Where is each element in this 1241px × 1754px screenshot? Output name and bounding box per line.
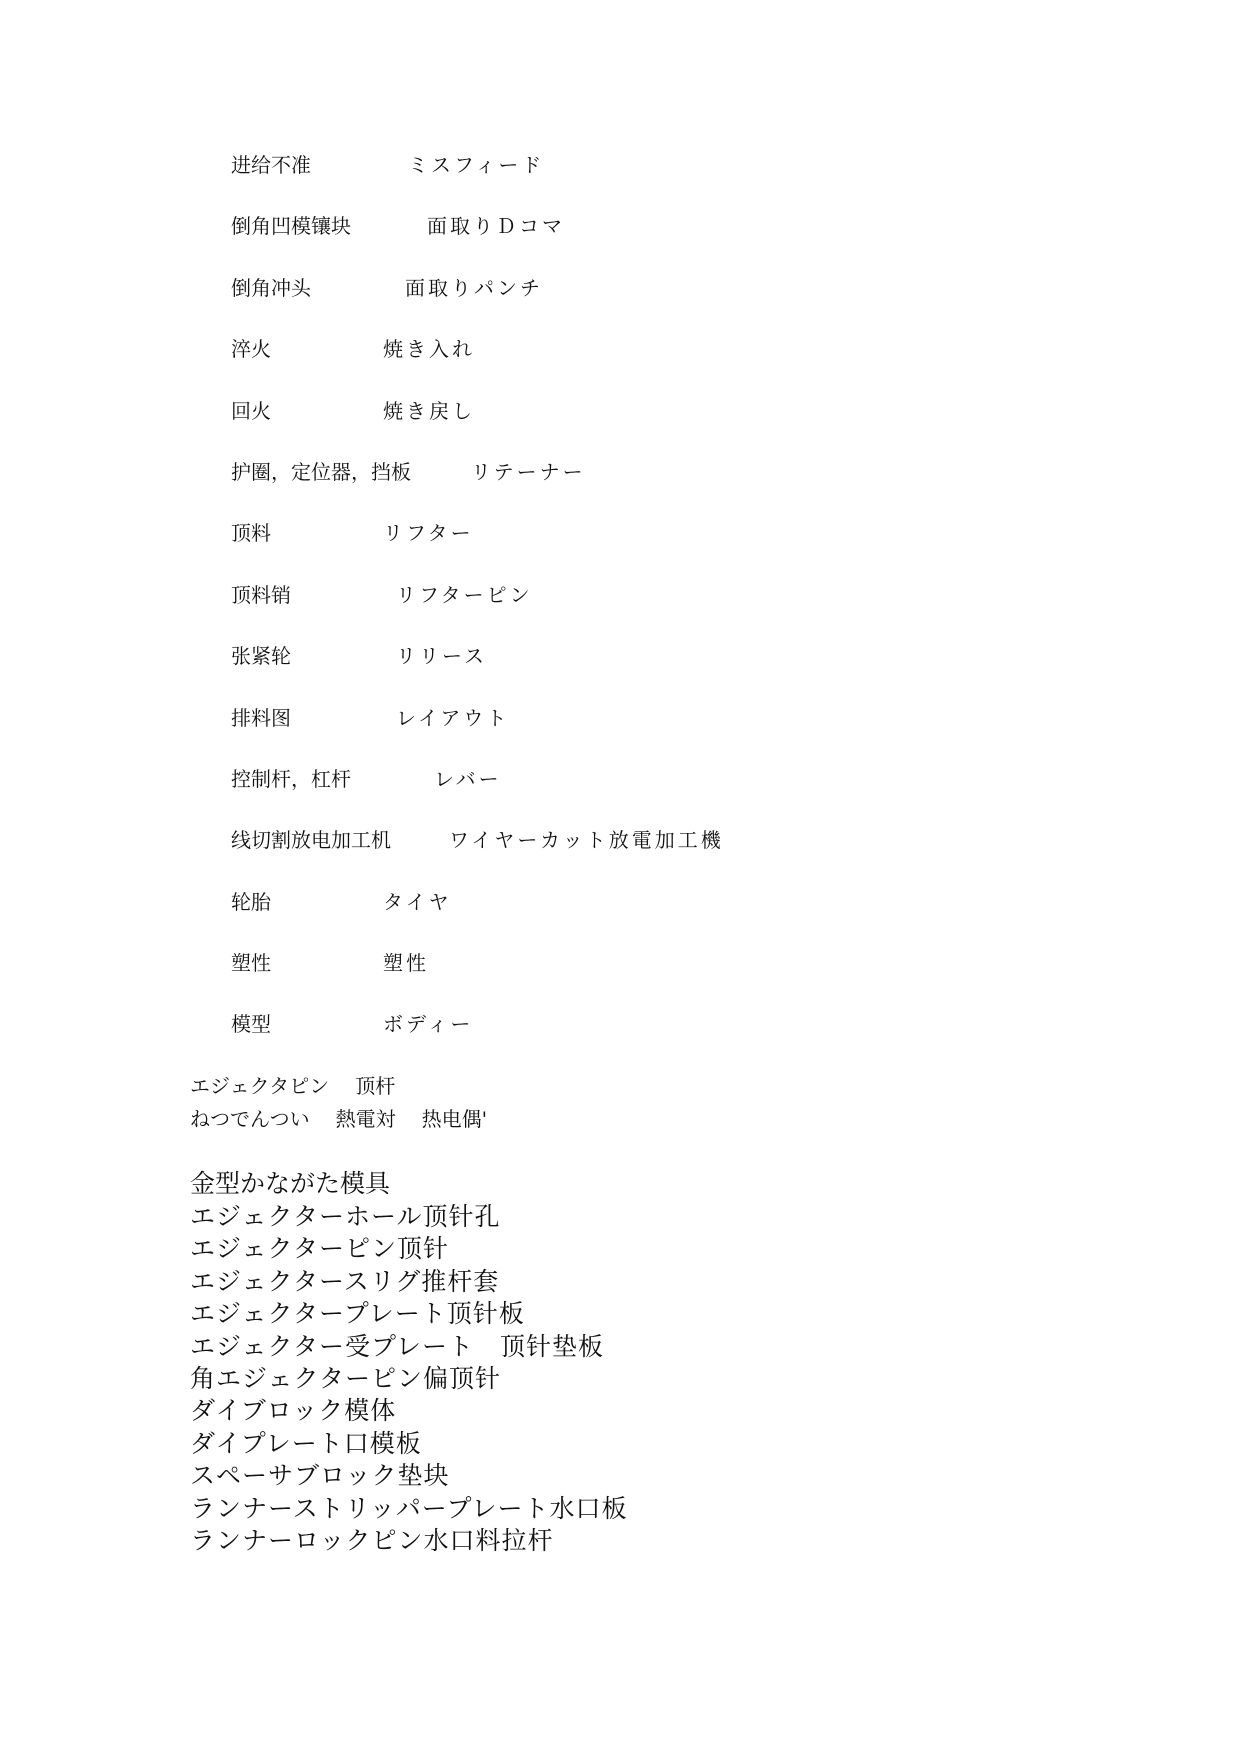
note-line xyxy=(190,1071,421,1101)
note-reading: ねつでんつい xyxy=(190,1107,310,1131)
term-japanese: ミスフィード xyxy=(408,153,545,177)
glossary-item: エジェクターピン顶针 xyxy=(190,1234,450,1264)
term-chinese: 顶料 xyxy=(231,521,271,545)
term-japanese: 面取りＤコマ xyxy=(427,214,565,238)
glossary-title: 金型かながた模具 xyxy=(190,1169,391,1198)
glossary-item: 角エジェクターピン偏顶针 xyxy=(190,1363,502,1393)
term-chinese: 模型 xyxy=(231,1012,271,1036)
term-chinese: 轮胎 xyxy=(231,890,271,914)
term-japanese: リフター xyxy=(383,521,474,545)
term-japanese: リリース xyxy=(396,644,487,668)
term-japanese: 面取りパンチ xyxy=(405,276,543,300)
glossary-list xyxy=(190,1201,628,1557)
glossary-item: エジェクター受プレート 顶针垫板 xyxy=(190,1331,605,1361)
term-chinese: 线切割放电加工机 xyxy=(231,828,391,852)
note-line xyxy=(190,1104,513,1134)
term-chinese: 回火 xyxy=(231,399,271,423)
note-chinese: 热电偶' xyxy=(421,1107,488,1131)
glossary-item: ランナーロックピン水口料拉杆 xyxy=(190,1525,554,1555)
term-japanese: レバー xyxy=(434,767,502,791)
term-japanese: 焼き入れ xyxy=(383,337,475,361)
glossary-item: ダイプレート口模板 xyxy=(190,1428,422,1458)
term-chinese: 进给不准 xyxy=(231,153,311,177)
term-japanese: 塑性 xyxy=(383,951,429,975)
term-chinese: 淬火 xyxy=(231,337,271,361)
term-japanese: リテーナー xyxy=(471,460,586,484)
term-chinese: 张紧轮 xyxy=(231,644,291,668)
term-chinese: 护圈，定位器，挡板 xyxy=(231,460,411,484)
glossary-item: ランナーストリッパープレート水口板 xyxy=(190,1493,628,1523)
glossary-item: エジェクタースリグ推杆套 xyxy=(190,1266,500,1296)
glossary-item: スペーサブロック垫块 xyxy=(190,1461,450,1491)
note-chinese: 顶杆 xyxy=(355,1074,396,1098)
term-chinese: 倒角凹模镶块 xyxy=(231,214,351,238)
term-japanese: 焼き戻し xyxy=(383,399,475,423)
note-japanese: エジェクタピン xyxy=(190,1074,330,1098)
glossary-item: ダイブロック模体 xyxy=(190,1396,397,1426)
term-japanese: タイヤ xyxy=(383,890,452,914)
term-chinese: 控制杆，杠杆 xyxy=(231,767,351,791)
term-japanese: ボディー xyxy=(383,1012,474,1036)
term-japanese: ワイヤーカット放電加工機 xyxy=(449,828,724,852)
glossary-item: エジェクターホール顶针孔 xyxy=(190,1202,501,1231)
term-chinese: 排料图 xyxy=(231,706,291,730)
term-japanese: レイアウト xyxy=(396,706,510,730)
term-japanese: リフターピン xyxy=(396,583,533,607)
term-chinese: 塑性 xyxy=(231,951,271,975)
glossary-item: エジェクタープレート顶针板 xyxy=(190,1299,525,1329)
note-japanese: 熱電対 xyxy=(335,1107,396,1131)
term-chinese: 顶料销 xyxy=(231,583,291,607)
term-chinese: 倒角冲头 xyxy=(231,276,311,300)
